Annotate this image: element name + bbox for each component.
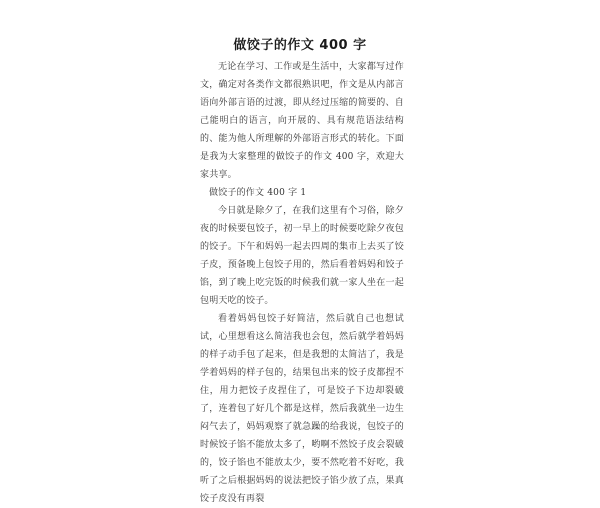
body-paragraph: 看着妈妈包饺子好简洁，然后就自己也想试试，心里想看这么简洁我也会包，然后就学着妈妈的样子动手包了起来，但是我想的太简洁了，我是学着妈妈的样子包的，结果包出来的饺子皮都捏不住，用力把饺子皮捏住了，可是饺子下边却裂破了，连着包了好几个都是这样，然后我就坐一边生闷气去了，妈妈观察了就急躁的给我说，包饺子的时候饺子馅不能放太多了，哟啊不然饺子皮会裂破的，饺子馅也不能放太少，要不然吃着不好吃，我听了之后根据妈妈的说法把饺子馅少放了点，果真饺子皮没有再裂 [200,314,404,504]
document-title: 做饺子的作文 400 字 [233,38,367,53]
section-heading: 做饺子的作文 400 字 1 [209,188,307,198]
document-body [200,58,404,508]
intro-paragraph: 无论在学习、工作或是生活中，大家都写过作文，确定对各类作文都很熟识吧，作文是从内部言语向外部言语的过渡，即从经过压缩的简要的、自己能明白的语言，向开展的、具有规范语法结构的、能为他人所理解的外部语言形式的转化。下面是我为大家整理的做饺子的作文 400 字，欢迎大家共享。 [200,62,404,180]
body-paragraph: 今日就是除夕了，在我们这里有个习俗，除夕夜的时候要包饺子，初一早上的时候要吃除夕夜包的饺子。下午和妈妈一起去四周的集市上去买了饺子皮，预备晚上包饺子用的，然后看着妈妈和饺子馅，到了晚上吃完饭的时候我们就一家人坐在一起包明天吃的饺子。 [200,206,404,306]
